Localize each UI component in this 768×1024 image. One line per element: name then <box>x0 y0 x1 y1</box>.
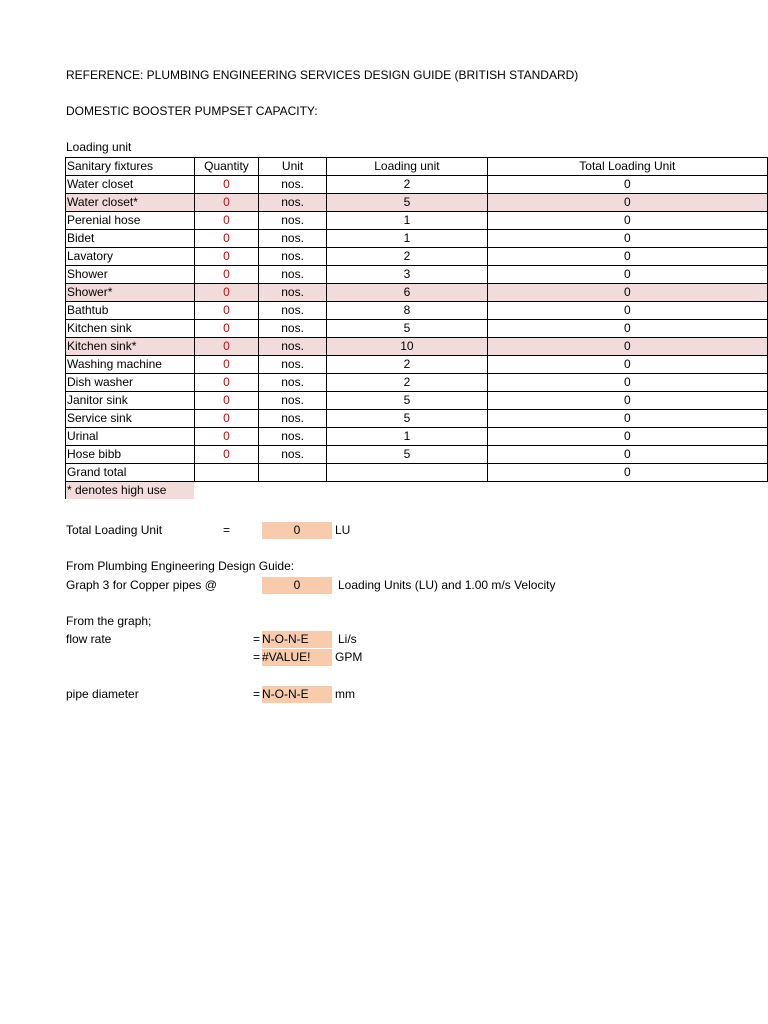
fixture-cell[interactable]: Janitor sink <box>66 392 195 410</box>
guide-line-1: From Plumbing Engineering Design Guide: <box>66 559 295 573</box>
total-loading-cell[interactable]: 0 <box>487 230 767 248</box>
flow-rate-label: flow rate <box>66 632 112 646</box>
unit-cell[interactable]: nos. <box>259 194 327 212</box>
flow-rate-lis-value[interactable]: N-O-N-E <box>262 631 332 648</box>
total-loading-cell[interactable]: 0 <box>487 194 767 212</box>
loading-unit-cell[interactable]: 2 <box>327 248 487 266</box>
section-heading: DOMESTIC BOOSTER PUMPSET CAPACITY: <box>66 104 318 118</box>
table-row <box>66 266 768 284</box>
unit-cell[interactable]: nos. <box>259 356 327 374</box>
total-loading-value[interactable]: 0 <box>262 522 332 539</box>
loading-unit-cell[interactable]: 10 <box>327 338 487 356</box>
quantity-cell[interactable]: 0 <box>194 212 258 230</box>
table-row <box>66 374 768 392</box>
quantity-cell[interactable]: 0 <box>194 194 258 212</box>
fixture-cell[interactable]: Service sink <box>66 410 195 428</box>
unit-cell[interactable]: nos. <box>259 374 327 392</box>
fixture-cell[interactable]: Water closet <box>66 176 195 194</box>
flow-rate-gpm-unit: GPM <box>335 650 363 664</box>
table-row <box>66 428 768 446</box>
loading-unit-cell[interactable]: 1 <box>327 428 487 446</box>
fixture-cell[interactable]: Bidet <box>66 230 195 248</box>
quantity-cell[interactable]: 0 <box>194 356 258 374</box>
loading-unit-cell[interactable]: 8 <box>327 302 487 320</box>
unit-cell[interactable]: nos. <box>259 212 327 230</box>
total-loading-cell[interactable]: 0 <box>487 428 767 446</box>
total-loading-cell[interactable]: 0 <box>487 266 767 284</box>
total-loading-equals: = <box>223 523 231 537</box>
loading-unit-cell[interactable]: 3 <box>327 266 487 284</box>
quantity-cell[interactable]: 0 <box>194 446 258 464</box>
total-loading-unit: LU <box>335 523 351 537</box>
unit-cell[interactable]: nos. <box>259 248 327 266</box>
loading-unit-cell[interactable]: 1 <box>327 212 487 230</box>
total-loading-cell[interactable]: 0 <box>487 356 767 374</box>
loading-unit-cell[interactable]: 5 <box>327 446 487 464</box>
fixture-cell[interactable]: Dish washer <box>66 374 195 392</box>
grand-total-row <box>66 464 768 482</box>
total-loading-cell[interactable]: 0 <box>487 338 767 356</box>
grand-total-label[interactable]: Grand total <box>66 464 195 482</box>
loading-unit-cell[interactable]: 2 <box>327 356 487 374</box>
quantity-cell[interactable]: 0 <box>194 392 258 410</box>
table-row <box>66 284 768 302</box>
unit-cell[interactable]: nos. <box>259 320 327 338</box>
reference-line: REFERENCE: PLUMBING ENGINEERING SERVICES DESIGN GUIDE (BRITISH STANDARD) <box>66 68 579 82</box>
total-loading-cell[interactable]: 0 <box>487 374 767 392</box>
loading-unit-cell[interactable]: 5 <box>327 320 487 338</box>
loading-unit-cell[interactable]: 2 <box>327 176 487 194</box>
total-loading-cell[interactable]: 0 <box>487 392 767 410</box>
pipe-diameter-label: pipe diameter <box>66 687 139 701</box>
pipe-diameter-value[interactable]: N-O-N-E <box>262 686 332 703</box>
header-sanitary-fixtures[interactable]: Sanitary fixtures <box>66 158 195 176</box>
loading-unit-cell[interactable]: 5 <box>327 194 487 212</box>
quantity-cell[interactable]: 0 <box>194 410 258 428</box>
unit-cell[interactable]: nos. <box>259 266 327 284</box>
table-row <box>66 194 768 212</box>
header-total-loading-unit[interactable]: Total Loading Unit <box>487 158 767 176</box>
grand-total-unit-cell[interactable] <box>259 464 327 482</box>
guide-suffix: Loading Units (LU) and 1.00 m/s Velocity <box>338 578 556 592</box>
flow-rate-lis-unit: Li/s <box>338 632 357 646</box>
pipe-diameter-unit: mm <box>335 687 355 701</box>
grand-total-lu-cell[interactable] <box>327 464 487 482</box>
table-caption: Loading unit <box>66 140 132 154</box>
unit-cell[interactable]: nos. <box>259 284 327 302</box>
loading-unit-cell[interactable]: 1 <box>327 230 487 248</box>
total-loading-cell[interactable]: 0 <box>487 248 767 266</box>
header-unit[interactable]: Unit <box>259 158 327 176</box>
quantity-cell[interactable]: 0 <box>194 374 258 392</box>
quantity-cell[interactable]: 0 <box>194 320 258 338</box>
note-row <box>66 482 768 500</box>
unit-cell[interactable]: nos. <box>259 176 327 194</box>
table-row <box>66 446 768 464</box>
loading-unit-table <box>65 157 768 499</box>
quantity-cell[interactable]: 0 <box>194 338 258 356</box>
unit-cell[interactable]: nos. <box>259 446 327 464</box>
total-loading-cell[interactable]: 0 <box>487 212 767 230</box>
quantity-cell[interactable]: 0 <box>194 302 258 320</box>
fixture-cell[interactable]: Water closet* <box>66 194 195 212</box>
quantity-cell[interactable]: 0 <box>194 266 258 284</box>
unit-cell[interactable]: nos. <box>259 428 327 446</box>
unit-cell[interactable]: nos. <box>259 410 327 428</box>
flow-rate-equals: = <box>253 632 261 646</box>
total-loading-label: Total Loading Unit <box>66 523 163 537</box>
pipe-diameter-equals: = <box>253 687 261 701</box>
fixture-cell[interactable]: Washing machine <box>66 356 195 374</box>
loading-unit-cell[interactable]: 5 <box>327 392 487 410</box>
guide-line-2: Graph 3 for Copper pipes @ <box>66 578 217 592</box>
header-quantity[interactable]: Quantity <box>194 158 258 176</box>
total-loading-cell[interactable]: 0 <box>487 302 767 320</box>
unit-cell[interactable]: nos. <box>259 230 327 248</box>
guide-lu-value[interactable]: 0 <box>262 577 332 594</box>
quantity-cell[interactable]: 0 <box>194 176 258 194</box>
table-row <box>66 212 768 230</box>
quantity-cell[interactable]: 0 <box>194 248 258 266</box>
loading-unit-cell[interactable]: 6 <box>327 284 487 302</box>
high-use-note: * denotes high use <box>66 482 195 500</box>
quantity-cell[interactable]: 0 <box>194 428 258 446</box>
unit-cell[interactable]: nos. <box>259 392 327 410</box>
fixture-cell[interactable]: Kitchen sink* <box>66 338 195 356</box>
unit-cell[interactable]: nos. <box>259 338 327 356</box>
table-row <box>66 302 768 320</box>
fixture-cell[interactable]: Bathtub <box>66 302 195 320</box>
table-row <box>66 338 768 356</box>
fixture-cell[interactable]: Lavatory <box>66 248 195 266</box>
loading-unit-cell[interactable]: 5 <box>327 410 487 428</box>
fixture-cell[interactable]: Shower* <box>66 284 195 302</box>
flow-rate-gpm-value[interactable]: #VALUE! <box>262 649 332 666</box>
total-loading-cell[interactable]: 0 <box>487 320 767 338</box>
table-row <box>66 176 768 194</box>
unit-cell[interactable]: nos. <box>259 302 327 320</box>
table-row <box>66 356 768 374</box>
table-row <box>66 392 768 410</box>
graph-line: From the graph; <box>66 614 152 628</box>
fixture-cell[interactable]: Shower <box>66 266 195 284</box>
table-header-row <box>66 158 768 176</box>
fixture-cell[interactable]: Urinal <box>66 428 195 446</box>
grand-total-value[interactable]: 0 <box>487 464 767 482</box>
fixture-cell[interactable]: Kitchen sink <box>66 320 195 338</box>
table-row <box>66 248 768 266</box>
table-row <box>66 320 768 338</box>
quantity-cell[interactable]: 0 <box>194 284 258 302</box>
table-row <box>66 230 768 248</box>
loading-unit-cell[interactable]: 2 <box>327 374 487 392</box>
grand-total-qty-cell[interactable] <box>194 464 258 482</box>
flow-rate-gpm-equals: = <box>253 650 261 664</box>
header-loading-unit[interactable]: Loading unit <box>327 158 487 176</box>
total-loading-cell[interactable]: 0 <box>487 446 767 464</box>
fixture-cell[interactable]: Hose bibb <box>66 446 195 464</box>
total-loading-cell[interactable]: 0 <box>487 284 767 302</box>
table-row <box>66 410 768 428</box>
total-loading-cell[interactable]: 0 <box>487 176 767 194</box>
total-loading-cell[interactable]: 0 <box>487 410 767 428</box>
quantity-cell[interactable]: 0 <box>194 230 258 248</box>
fixture-cell[interactable]: Perenial hose <box>66 212 195 230</box>
